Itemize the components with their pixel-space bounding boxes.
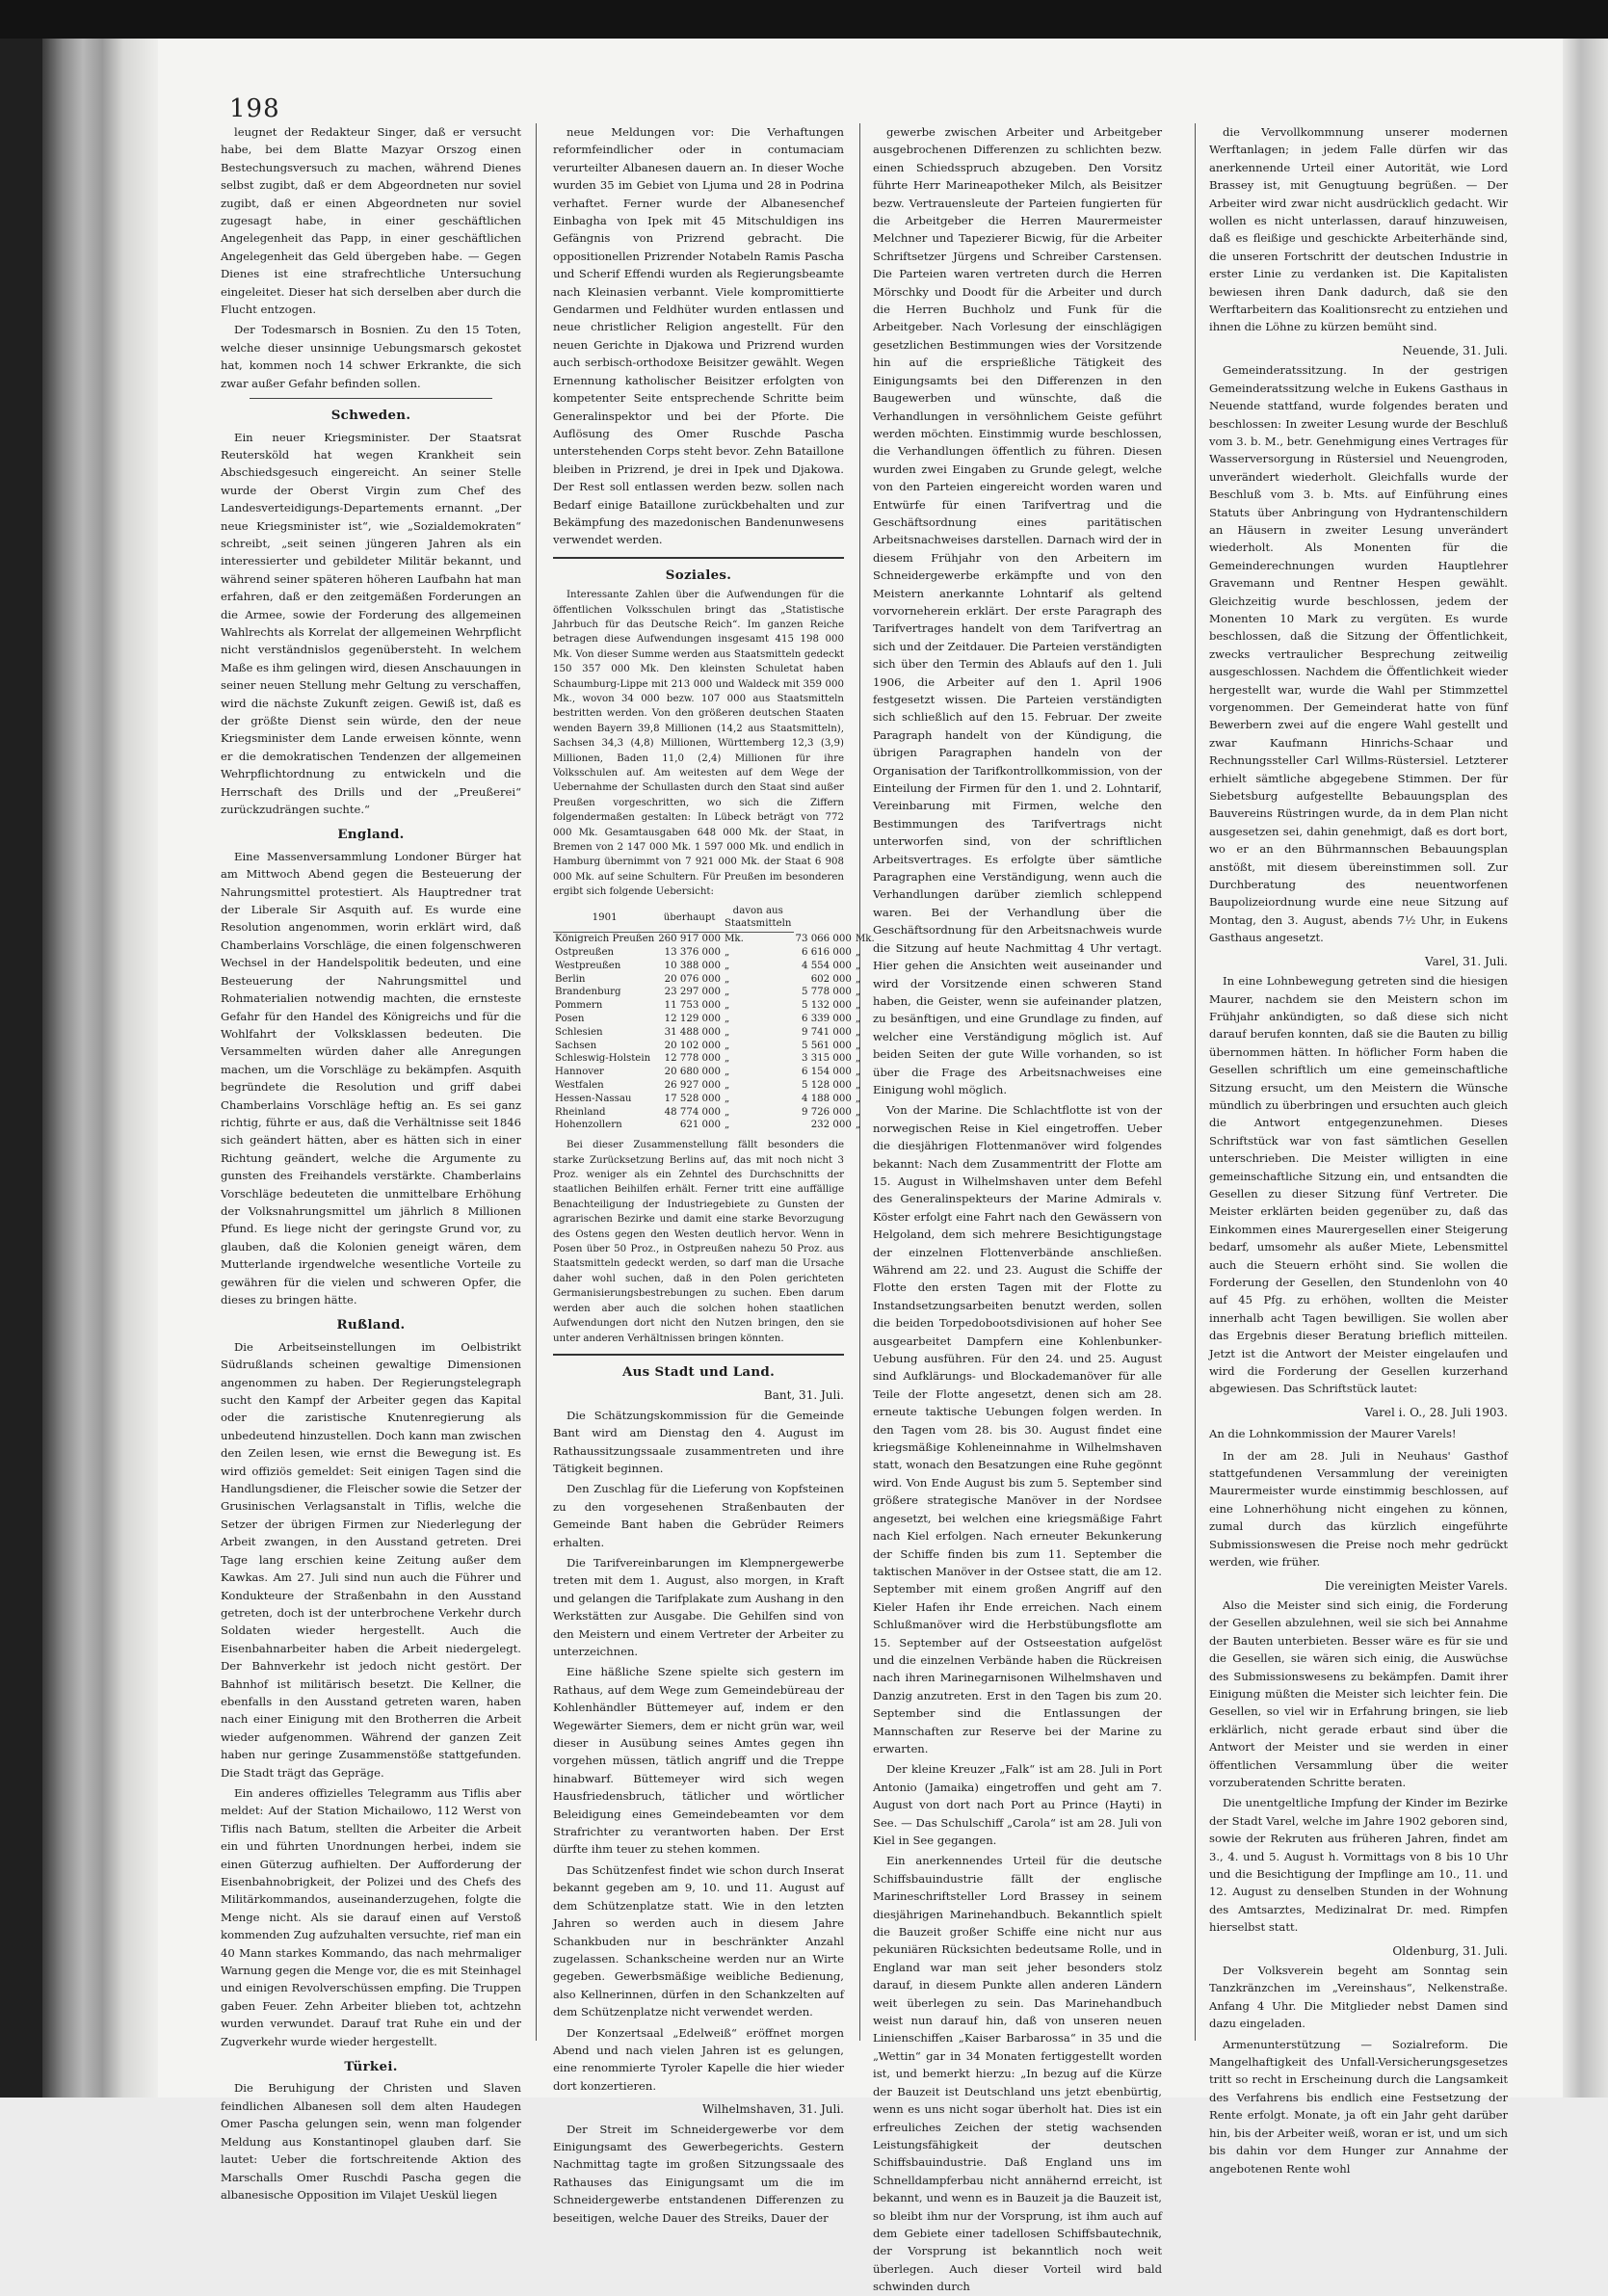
table-row — [553, 1106, 877, 1120]
letter-body: In der am 28. Juli in Neuhaus' Gasthof stattgefundenen Versammlung der vereinigten Maurermeister wurde einstimmig beschlossen, auf eine Lohnerhöhung nicht eingehen zu können, zumal durch das kürzlich eingeführte Submissionswesen die Preise noch mehr gedrückt werden, wie früher. — [1209, 1448, 1508, 1570]
column-rule — [536, 123, 537, 2041]
table-cell-state: 5 561 000 — [801, 1040, 852, 1051]
table-cell-unit: „ — [725, 947, 730, 959]
table-row — [553, 973, 877, 987]
article-paragraph: Interessante Zahlen über die Aufwendungen für die öffentlichen Volksschulen bringt das „Statistische Jahrbuch für das Deutsche Reich“. Im ganzen Reiche betragen diese Aufwendungen insgesamt 415 198 000 Mk. Von dieser Summe werden aus Staatsmitteln gedeckt 150 357 000 Mk. Den kleinsten Schuletat haben Schaumburg-Lippe mit 213 000 und Waldeck mit 359 000 Mk., wovon 34 000 bezw. 107 000 aus Staatsmitteln bestritten werden. Von den größeren deutschen Staaten wenden Bayern 39,8 Millionen (14,2 aus Staatsmitteln), Sachsen 34,3 (4,8) Millionen, Württemberg 12,3 (3,9) Millionen, Baden 11,0 (2,4) Millionen für ihre Volksschulen auf. Am weitesten auf dem Wege der Uebernahme der Schullasten durch den Staat sind außer Preußen vorgeschritten, wo sich die Ziffern folgendermaßen gestalten: In Lübeck beträgt von 772 000 Mk. Gesamtausgaben 648 000 Mk. der Staat, in Bremen von 2 147 000 Mk. 1 597 000 Mk. und endlich in Hamburg übernimmt von 7 921 000 Mk. der Staat 6 908 000 Mk. auf seine Schultern. Für Preußen im besonderen ergibt sich folgende Uebersicht: — [553, 590, 844, 898]
table-cell-unit: „ — [855, 1000, 861, 1012]
column-1 — [221, 123, 521, 2202]
article-paragraph: Das Schützenfest findet wie schon durch Inserat bekannt gegeben am 9, 10. und 11. August auf dem Schützenplatze statt. Wie in den letzten Jahren so werden auch in diesem Jahre Schankbuden nur in beschränkter Anzahl zugelassen. Schankscheine werden nur an Wirte gegeben. Gewerbsmäßige weibliche Bedienung, also Kellnerinnen, dürfen in den Schankzelten auf dem Schützenplatze nicht verwendet werden. — [553, 1862, 844, 2019]
table-cell-state: 232 000 — [810, 1120, 852, 1131]
table-cell-unit: „ — [855, 947, 861, 959]
table-cell-total: 260 917 000 — [658, 934, 721, 945]
section-divider — [553, 557, 844, 559]
table-cell-unit: „ — [725, 987, 730, 998]
table-cell-unit: „ — [855, 1014, 861, 1025]
scanner-top-border — [0, 0, 1608, 39]
section-heading: Soziales. — [665, 567, 732, 583]
table-cell-unit: „ — [855, 1040, 861, 1051]
table-header-state: davon aus Staatsmitteln — [723, 904, 794, 933]
book-spine-shadow — [42, 39, 158, 2098]
table-cell-region: Ostpreußen — [555, 947, 615, 959]
table-row — [553, 1026, 877, 1040]
section-heading: Rußland. — [336, 1317, 406, 1333]
article-paragraph: Der Todesmarsch in Bosnien. Zu den 15 Toten, welche dieser unsinnige Uebungsmarsch gekostet hat, kommen noch 14 schwer Erkrankte, die sich zwar außer Gefahr befinden sollen. — [221, 323, 521, 390]
table-cell-state: 9 741 000 — [801, 1026, 852, 1038]
table-cell-total: 20 680 000 — [664, 1067, 721, 1078]
table-cell-unit: Mk. — [725, 934, 744, 945]
table-cell-unit: „ — [725, 1106, 730, 1118]
table-row — [553, 999, 877, 1013]
article-paragraph: Also die Meister sind sich einig, die Forderung der Gesellen abzulehnen, weil sie sich bei Annahme der Bauten unterbieten. Besser wäre es für sie und die Gesellen, sie wären sich einig, die Auswüchse des Submissionswesens zu bekämpfen. Damit ihrer Einigung müßten die Meister sich leichter fein. Die Gesellen, so viel wir in Erfahrung bringen, sie lieb erklärlich, nicht gerade erbaut sind über die Antwort der Meister und sie werden in einer öffentlichen Versammlung über die weiter vorzuberatenden Schritte beraten. — [1209, 1597, 1508, 1789]
article-paragraph: Eine häßliche Szene spielte sich gestern im Rathaus, auf dem Wege zum Gemeindebüreau der Kohlenhändler Büttemeyer auf, indem er den Wegewärter Siemers, dem er nicht grün war, weil dieser in Ausübung seines Amtes gegen ihn vorgehen müssen, tätlich angriff und die Treppe hinabwarf. Büttemeyer wird sich wegen Hausfriedensbruch, tätlicher und wörtlicher Beleidigung eines Gemeindebeamten vor dem Strafrichter zu verantworten haben. Der Erst dürfte ihm teuer zu stehen kommen. — [553, 1665, 844, 1857]
table-header-row — [553, 904, 877, 933]
table-cell-total: 11 753 000 — [664, 1000, 721, 1012]
table-cell-state: 73 066 000 — [795, 934, 852, 945]
letter-dateline: Varel i. O., 28. Juli 1903. — [1364, 1405, 1508, 1419]
table-header-total: überhaupt — [656, 904, 723, 933]
section-divider — [250, 398, 492, 399]
table-cell-state: 3 315 000 — [801, 1053, 852, 1065]
article-paragraph: Den Zuschlag für die Lieferung von Kopfsteinen zu den vorgesehenen Straßenbauten der Gemeinde Bant haben die Gebrüder Reimers erhalten. — [553, 1482, 844, 1549]
article-paragraph: Gemeinderatssitzung. In der gestrigen Gemeinderatssitzung welche in Eukens Gasthaus in Neuende stattfand, wurde folgendes beraten und beschlossen: In zweiter Lesung wurde der Beschluß vom 3. b. M., betr. Genehmigung eines Vertrages für Wasserversorgung in Rüstersiel und Neuengroden, unverändert wiederholt. Gleichfalls wurde der Beschluß vom 3. b. Mts. auf Einführung eines Statuts über Anbringung von Hydrantenschildern an Häusern in zweiter Lesung unverändert wiederholt. Als Monenten für die Gemeinderechnungen wurden Hauptlehrer Gravemann und Rentner Hespen gewählt. Gleichzeitig wurde beschlossen, jedem der Monenten 10 Mark zu vergüten. Es wurde beschlossen, daß die Sitzung der Öffentlichkeit, zwecks vertraulicher Besprechung zeitweilig ausgeschlossen. Nachdem die Öffentlichkeit wieder hergestellt war, wurde die Wahl per Stimmzettel vorgenommen. Der Gemeinderat hatte von fünf Bewerbern zwei auf die engere Wahl gestellt und zwar Kaufmann Hinrichs-Schaar und Rechnungssteller Carl Willms-Rüstersiel. Letzterer erhielt sämtliche abgegebene Stimmen. Der für Siebetsburg aufgestellte Bebauungsplan des Bauvereins Rüstringen wurde, da in dem Plan nicht ausgesetzen sei, dahin genehmigt, daß es dort bort, wo er an den Bührmannschen Bebauungsplan anstößt, mit diesem übereinstimmen soll. Zur Durchberatung des neuentworfenen Baupolizeiordnung wurde eine neue Sitzung auf Montag, den 3. August, abends 7½ Uhr, in Eukens Gasthaus angesetzt. — [1209, 363, 1508, 945]
table-row — [553, 986, 877, 999]
table-cell-region: Hessen-Nassau — [555, 1093, 632, 1104]
table-cell-unit: „ — [855, 1053, 861, 1065]
article-paragraph: Die unentgeltliche Impfung der Kinder im Bezirke der Stadt Varel, welche im Jahre 1902 geboren sind, sowie der Rekruten aus früheren Jahren, findet am 3., 4. und 5. August h. Vormittags von 8 bis 10 Uhr und die Besichtigung der Impflinge am 10., 11. und 12. August zu denselben Stunden in der Wohnung des Amtsarztes, Medizinalrat Dr. med. Rimpfen hierselbst statt. — [1209, 1796, 1508, 1935]
article-paragraph: Der Konzertsaal „Edelweiß“ eröffnet morgen Abend und nach vielen Jahren ist es gelungen, eine renommierte Tyroler Kapelle die hier wieder dort konzertieren. — [553, 2025, 844, 2093]
table-row — [553, 1093, 877, 1106]
table-row — [553, 1066, 877, 1079]
section-heading: Aus Stadt und Land. — [621, 1363, 776, 1380]
section-heading: Schweden. — [330, 408, 411, 424]
dateline: Varel, 31. Juli. — [1425, 954, 1508, 968]
table-cell-unit: „ — [855, 1067, 861, 1078]
table-cell-unit: „ — [725, 973, 730, 985]
column-rule — [1195, 123, 1196, 2041]
table-cell-region: Hannover — [555, 1067, 604, 1078]
table-cell-unit: „ — [855, 1120, 861, 1131]
article-paragraph: Ein anerkennendes Urteil für die deutsche Schiffsbauindustrie fällt der englische Marineschriftsteller Lord Brassey in seinem diesjährigen Marinehandbuch. Bekanntlich spielt die Bauzeit großer Schiffe eine nicht nur aus pekuniären Rücksichten bedeutsame Rolle, und in England war man seit jeher besonders stolz darauf, in diesem Punkte allen anderen Ländern weit überlegen zu sein. Das Marinehandbuch weist nun darauf hin, daß von unseren neuen Linienschiffen „Kaiser Barbarossa“ in 35 und die „Wettin“ gar in 34 Monaten fertiggestellt worden ist, und bemerkt hierzu: „In bezug auf die Kürze der Bauzeit ist Deutschland uns jetzt ebenbürtig, wenn es uns nicht sogar überholt hat. Dies ist ein erfreuliches Zeichen der stetig wachsenden Leistungsfähigkeit der deutschen Schiffsbauindustrie. Daß England uns im Schnelldampferbau nicht annähernd erreicht, ist bekannt, und wenn es in Bauzeit ja die Bauzeit ist, so bleibt ihm nur der Vorsprung, ist ihm auch auf dem Gebiete einer tadellosen Schiffsbautechnik, der Vorsprung ist bekanntlich noch weit überlegen. Auch dieser Vorteil wird bald schwinden durch — [873, 1854, 1162, 2294]
table-row — [553, 1013, 877, 1026]
table-body — [553, 933, 877, 1132]
table-cell-total: 23 297 000 — [664, 987, 721, 998]
dateline: Neuende, 31. Juli. — [1402, 343, 1508, 357]
section-heading: Türkei. — [344, 2059, 398, 2075]
table-row — [553, 1079, 877, 1093]
table-cell-state: 4 188 000 — [801, 1093, 852, 1104]
article-paragraph: Ein neuer Kriegsminister. Der Staatsrat Reutersköld hat wegen Krankheit sein Abschiedsgesuch eingereicht. An seiner Stelle wurde der Oberst Virgin zum Chef des Landesverteidigungs-Departements ernannt. „Der neue Kriegsminister ist“, wie „Sozialdemokraten“ schreibt, „seit seinen jüngeren Jahren als ein interessierter und gebildeter Militär bekannt, und während seiner späteren höheren Laufbahn hat man erfahren, daß er den zeitgemäßen Forderungen an die Armee, sowie der Forderung des allgemeinen Wahlrechts als Korrelat der allgemeinen Wehrpflicht nicht verständnislos gegenübersteht. In welchem Maße es ihm gelingen wird, diesen Anschauungen in seiner neuen Stellung mehr Geltung zu verschaffen, wird die nächste Zukunft zeigen. Gewiß ist, daß es der größte Dienst sein würde, den der neue Kriegsminister dem Lande erweisen könnte, wenn er die demokratischen Tendenzen der allgemeinen Wehrpflichtordnung zu entwickeln und die Herrschaft des Drills und der „Preußerei“ zurückzudrängen suchte.“ — [221, 430, 521, 817]
table-cell-unit: Mk. — [855, 934, 875, 945]
table-cell-region: Posen — [555, 1014, 585, 1025]
article-paragraph: leugnet der Redakteur Singer, daß er versucht habe, bei dem Blatte Mazyar Orszog einen Bestechungsversuch zu machen, während Dienes selbst zugibt, daß er dem Abgeordneten nur soviel zugibt, daß er einen Abgeordneten nur soviel zugesagt habe, in einer geschäftlichen Angelegenheit das Papp, in einer geschäftlichen Angelegenheit das Geld übergeben habe. — Gegen Dienes ist eine strafrechtliche Untersuchung eingeleitet. Dieser hat sich derselben aber durch die Flucht entzogen. — [221, 125, 521, 317]
table-cell-unit: „ — [725, 1040, 730, 1051]
table-row — [553, 933, 877, 946]
table-cell-total: 20 076 000 — [664, 973, 721, 985]
table-cell-state: 9 726 000 — [801, 1106, 852, 1118]
section-divider — [553, 1354, 844, 1356]
table-cell-state: 5 132 000 — [801, 1000, 852, 1012]
column-3 — [873, 123, 1162, 2294]
table-cell-unit: „ — [855, 960, 861, 971]
table-cell-total: 621 000 — [679, 1120, 721, 1131]
article-paragraph: Ein anderes offizielles Telegramm aus Tiflis aber meldet: Auf der Station Michailowo, 112 Werst von Tiflis nach Batum, stellten die Arbeiter die Arbeit ein und führten Unordnungen herbei, indem sie einen Güterzug aufhielten. Der Aufforderung der Eisenbahnobrigkeit, der Polizei und des Chefs des Militärkommandos, auseinanderzugehen, folgte die Menge nicht. Als sie darauf einen auf Verstoß kommenden Zug aufzuhalten versuchte, rief man ein 40 Mann starkes Kommando, das nach mehrmaliger Warnung gegen die Menge vor, die es mit Steinhagel und einigen Revolverschüssen empfing. Die Truppen gaben Feuer. Zehn Arbeiter blieben tot, achtzehn wurden verwundet. Darauf trat Ruhe ein und der Zugverkehr wurde wieder hergestellt. — [221, 1785, 521, 2048]
table-cell-unit: „ — [855, 1106, 861, 1118]
table-cell-state: 6 154 000 — [801, 1067, 852, 1078]
table-row — [553, 946, 877, 960]
article-paragraph: Bei dieser Zusammenstellung fällt besonders die starke Zurücksetzung Berlins auf, das mit noch nicht 3 Proz. weniger als ein Zehntel des Durchschnitts der staatlichen Beihilfen erhält. Ferner tritt eine auffällige Benachteiligung der Industriegebiete zu Gunsten der agrarischen Bezirke und damit eine starke Bevorzugung des Ostens gegen den Westen deutlich hervor. Wenn in Posen über 50 Proz., in Ostpreußen nahezu 50 Proz. aus Staatsmitteln gedeckt werden, so darf man die Ursache daher wohl suchen, daß in den Polen gerichteten Germanisierungsbestrebungen zu suchen. Eben darum werden aber auch die solchen hohen staatlichen Aufwendungen dort nicht den Nutzen bringen, den sie unter anderen Verhältnissen bringen könnten. — [553, 1140, 844, 1344]
scanner-left-border — [0, 39, 42, 2098]
column-2 — [553, 123, 875, 2225]
article-paragraph: Die Arbeitseinstellungen im Oelbistrikt Südrußlands scheinen gewaltige Dimensionen angenommen zu haben. Der Regierungstelegraph sucht den Kampf der Arbeiter gegen das Kapital oder die zaristische Knutenregierung als unbedeutend hinzustellen. Doch kann man zwischen den Zeilen lesen, wie ernst die Bewegung ist. Es wird offiziös gemeldet: Seit einigen Tagen sind die Handlungsdiener, die Fleischer sowie die Setzer der Grusinischen Verlagsanstalt in Tiflis, welche die Setzer der übrigen Firmen zur Niederlegung der Arbeit zwangen, in den Ausstand getreten. Drei Tage lang erschien keine Zeitung außer dem Kawkas. Am 27. Juli sind nun auch die Führer und Kondukteure der Straßenbahn in den Ausstand getreten, doch ist der unterbrochene Verkehr durch Soldaten wieder hergestellt. Auch die Eisenbahnarbeiter haben die Arbeit niedergelegt. Der Bahnverkehr ist jedoch nicht gestört. Der Bahnhof ist militärisch besetzt. Die Kellner, die ebenfalls in den Ausstand getreten waren, haben nach einer Einigung mit den Brotherren die Arbeit wieder aufgenommen. Während der ganzen Zeit haben nur geringe Zusammenstöße stattgefunden. Die Stadt trägt das Gepräge. — [221, 1339, 521, 1780]
article-paragraph: Armenunterstützung — Sozialreform. Die Mangelhaftigkeit des Unfall-Versicherungsgesetzes tritt so recht in Erscheinung durch die Langsamkeit des Verfahrens bis endlich eine Festsetzung der Rente erfolgt. Monate, ja oft ein Jahr geht darüber hin, bis der Arbeiter weiß, woran er ist, und um sich bis dahin vor dem Hunger zur Annahme der angebotenen Rente wohl — [1209, 2037, 1508, 2176]
table-cell-region: Königreich Preußen — [555, 934, 655, 945]
dateline: Wilhelmshaven, 31. Juli. — [701, 2102, 844, 2117]
table-cell-total: 26 927 000 — [664, 1080, 721, 1092]
table-cell-state: 6 339 000 — [801, 1014, 852, 1025]
section-heading: England. — [337, 827, 405, 843]
article-paragraph: Der kleine Kreuzer „Falk“ ist am 28. Juli in Port Antonio (Jamaika) eingetroffen und geht am 7. August von dort nach Port au Prince (Hayti) in See. — Das Schulschiff „Carola“ ist am 28. Juli von Kiel in See gegangen. — [873, 1762, 1162, 1847]
table-cell-unit: „ — [855, 1026, 861, 1038]
table-cell-total: 12 129 000 — [664, 1014, 721, 1025]
column-4 — [1209, 123, 1508, 2176]
dateline: Bant, 31. Juli. — [763, 1388, 844, 1403]
table-cell-total: 17 528 000 — [664, 1093, 721, 1104]
table-cell-unit: „ — [855, 973, 861, 985]
table-cell-state: 5 778 000 — [801, 987, 852, 998]
table-cell-total: 10 388 000 — [664, 960, 721, 971]
table-cell-unit: „ — [855, 1093, 861, 1104]
article-paragraph: In eine Lohnbewegung getreten sind die hiesigen Maurer, nachdem sie den Meistern schon im Frühjahr ankündigten, so daß diese sich nicht darauf berufen konnten, daß sie die Bauten zu billig übernommen hätten. In höflicher Form haben die Gesellen schriftlich um eine gemeinschaftliche Sitzung ersucht, um den Meistern die Wünsche mündlich zu überbringen und ersuchten auch gleich die Antwort entgegenzunehmen. Dieses Schriftstück war von fast sämtlichen Gesellen unterschrieben. Die Meister willigten in eine gemeinschaftliche Sitzung ein, und entsandten die Gesellen zu dieser Sitzung fünf Vertreter. Die Meister erklärten beiden gegenüber zu, daß das Einkommen eines Maurergesellen einer Steigerung bedarf, umsomehr als außer Miete, Lebensmittel auch die Steuern erhöht sind. Sie wollen die Forderung der Gesellen, den Stundenlohn von 40 auf 45 Pfg. zu erhöhen, wollten die Meister innerhalb acht Tagen bewilligen. Sie wollen aber das Ergebnis dieser Beratung brieflich mitteilen. Jetzt ist die Antwort der Meister eingelaufen und wird die Forderung der Gesellen kurzerhand abgewiesen. Das Schriftstück lautet: — [1209, 974, 1508, 1396]
table-cell-total: 48 774 000 — [664, 1106, 721, 1118]
article-paragraph: Die Tarifvereinbarungen im Klempnergewerbe treten mit dem 1. August, also morgen, in Kraft und gelangen die Tarifplakate zum Aushang in den Werkstätten zur Ausgabe. Die Gehilfen sind von den Meistern und einem Vertreter der Arbeiter zu unterzeichnen. — [553, 1555, 844, 1659]
table-cell-unit: „ — [725, 1014, 730, 1025]
letter-addressee: An die Lohnkommission der Maurer Varels! — [1209, 1427, 1457, 1441]
table-cell-unit: „ — [725, 1000, 730, 1012]
letter-signature: Die vereinigten Meister Varels. — [1325, 1578, 1508, 1593]
dateline: Oldenburg, 31. Juli. — [1392, 1943, 1508, 1958]
table-cell-region: Schlesien — [555, 1026, 603, 1038]
table-cell-state: 4 554 000 — [801, 960, 852, 971]
table-cell-region: Pommern — [555, 1000, 603, 1012]
article-paragraph: gewerbe zwischen Arbeiter und Arbeitgeber ausgebrochenen Differenzen zu schlichten bezw. einen Schiedsspruch abzugeben. Den Vorsitz führte Herr Marineapotheker Milch, als Beisitzer bezw. Vertrauensleute der Parteien fungierten für die Arbeitgeber die Herren Maurermeister Melchner und Tapezierer Bicwig, für die Arbeiter Schriftsetzer Jürgens und Schreiber Carstensen. Die Parteien waren vertreten durch die Herren Mörschky und Doodt für die Arbeiter und durch die Herren Buchholz und Funk für die Arbeitgeber. Nach Vorlesung der einschlägigen gesetzlichen Bestimmungen wies der Vorsitzende hin auf die ersprießliche Tätigkeit des Einigungsamts bei den Differenzen in den Baugewerben und wünschte, daß die Verhandlungen in versöhnlichem Geiste geführt werden möchten. Einstimmig wurde beschlossen, die Verhandlungen öffentlich zu führen. Diesen wurden zwei Eingaben zu Grunde gelegt, welche von den Parteien eingereicht worden waren und Entwürfe für einen Tarifvertrag und die Geschäftsordnung eines paritätischen Arbeitsnachweises darstellen. Darnach wird der in diesem Frühjahr von den Arbeitern im Schneidergewerbe erkämpfte und von den Meistern anerkannte Lohntarif als geltend vorvorneherein erklärt. Der erste Paragraph des Tarifvertrages handelt von dem Tarifvertrag an sich und der Zeitdauer. Die Parteien verständigten sich über den Termin des Ablaufs auf den 1. Juli 1906, die Arbeiter auf den 1. April 1906 festgesetzt wissen. Die Parteien verständigten sich schließlich auf den 15. Februar. Der zweite Paragraph handelt von der Kündigung, die übrigen Paragraphen handeln von der Organisation der Tarifkontrollkommission, von der Einteilung der Firmen für den 1. und 2. Lohntarif, Vereinbarung mit Firmen, welche den Bestimmungen des Tarifvertrags nicht unterworfen sind, von der schriftlichen Arbeitsvertrages. Es erfolgte über sämtliche Paragraphen eine Verständigung, wenn auch die Verhandlungen darüber ziemlich schleppend waren. Bei der Verhandlung über die Geschäftsordnung für den Arbeitsnachweis wurde die Sitzung auf heute Nachmittag 4 Uhr vertagt. Hier gehen die Ansichten weit auseinander und wird der Vorsitzende einen schweren Stand haben, die Geister, wenn sie aufeinander platzen, zu besänftigen, und eine Grundlage zu finden, auf welcher eine Verständigung möglich ist. Auf beiden Seiten der gute Wille vorhanden, so ist über die Frage des Arbeitsnachweises eine Einigung wohl möglich. — [873, 125, 1162, 1096]
table-cell-total: 13 376 000 — [664, 947, 721, 959]
article-paragraph: die Vervollkommnung unserer modernen Werftanlagen; in jedem Falle dürfen wir das anerkennende Urteil einer Autorität, wie Lord Brassey ist, mit Genugtuung begrüßen. — Der Arbeiter wird zwar nicht ausdrücklich gedacht. Wir wollen es nicht unterlassen, darauf hinzuweisen, daß es fleißige und geschickte Arbeiterhände sind, die unseren Fortschritt der deutschen Industrie in erster Linie zu verdanken ist. Die Kapitalisten bewiesen ihren Dank dadurch, daß sie den Werftarbeitern das Koalitionsrecht zu entziehen und ihnen die Löhne zu kürzen bemüht sind. — [1209, 125, 1508, 334]
table-row — [553, 1040, 877, 1053]
table-cell-region: Westpreußen — [555, 960, 621, 971]
table-cell-unit: „ — [725, 1053, 730, 1065]
table-cell-total: 31 488 000 — [664, 1026, 721, 1038]
table-cell-unit: „ — [725, 1093, 730, 1104]
article-paragraph: Die Schätzungskommission für die Gemeinde Bant wird am Dienstag den 4. August im Rathaussitzungssaale zusammentreten und ihre Tätigkeit beginnen. — [553, 1408, 844, 1475]
table-cell-region: Sachsen — [555, 1040, 597, 1051]
table-cell-unit: „ — [725, 960, 730, 971]
article-paragraph: Eine Massenversammlung Londoner Bürger hat am Mittwoch Abend gegen die Besteuerung der Nahrungsmittel protestiert. Als Hauptredner trat der Liberale Sir Asquith auf. Es wurde eine Resolution angenommen, worin erklärt wird, daß Chamberlains Vorschläge, die einen folgenschweren Wechsel in der Handelspolitik bedeuten, und eine Besteuerung der Nahrungsmittel und Rohmaterialien notwendig machten, die ernsteste Gefahr für den Handel des Königreichs und für die Wohlfahrt der Volksklassen bedeuten. Die Versammelten würden daher alle Anregungen machen, um die Vorschläge zu bekämpfen. Asquith begründete die Resolution und griff dabei Chamberlains Vorschläge heftig an. Es sei ganz richtig, führte er aus, daß die Verhältnisse seit 1846 sich geändert hätten, aber es hätten sich in einer Richtung geändert, welche die Argumente zu gunsten des Freihandels verstärkte. Chamberlains Vorschläge bedeuteten die unmittelbare Erhöhung der Volksnahrungsmittel um jährlich 8 Millionen Pfund. Es liege nicht der geringste Grund vor, zu glauben, daß die Kolonien geneigt wären, dem Mutterlande irgendwelche wesentliche Vorteile zu gewähren für die vielen und schweren Opfer, die dieses zu bringen hätte. — [221, 849, 521, 1306]
table-cell-unit: „ — [725, 1120, 730, 1131]
table-cell-unit: „ — [855, 987, 861, 998]
table-row — [553, 960, 877, 973]
table-cell-state: 602 000 — [810, 973, 852, 985]
article-paragraph: neue Meldungen vor: Die Verhaftungen reformfeindlicher oder in contumaciam verurteilter Albanesen dauern an. In dieser Woche wurden 35 im Gebiet von Ljuma und 28 in Podrina verhaftet. Ferner wurde der Albanesenchef Einbagha von Ipek mit 45 Mitschuldigen ins Gefängnis von Prizrend gebracht. Die oppositionellen Prizrender Notabeln Ramis Pascha und Scherif Effendi wurden als Regierungsbeamte nach Kleinasien verbannt. Viele kompromittierte Gendarmen und Feldhüter wurden entlassen und neue christlicher Religion angestellt. Für den neuen Gerichte in Djakowa und Prizrend wurden auch serbisch-orthodoxe Beisitzer gewählt. Wegen Ernennung katholischer Beisitzer erfolgten von kompetenter Seite entsprechende Schritte beim Generalinspektor und bei der Pforte. Die Auflösung des Omer Ruschde Pascha unterstehenden Corps steht bevor. Zehn Bataillone bleiben in Prizrend, je drei in Ipek und Djakowa. Der Rest soll entlassen werden bezw. sollen nach Bedarf einige Bataillone zurückbehalten und zur Bekämpfung des mazedonischen Bandenunwesens verwendet werden. — [553, 125, 844, 547]
page-number: 198 — [229, 94, 280, 123]
table-cell-region: Schleswig-Holstein — [555, 1053, 651, 1065]
table-cell-unit: „ — [855, 1080, 861, 1092]
table-cell-region: Berlin — [555, 973, 586, 985]
table-cell-region: Hohenzollern — [555, 1120, 622, 1131]
table-cell-total: 12 778 000 — [664, 1053, 721, 1065]
table-cell-region: Rheinland — [555, 1106, 606, 1118]
table-cell-region: Brandenburg — [555, 987, 621, 998]
article-paragraph: Die Beruhigung der Christen und Slaven feindlichen Albanesen soll dem alten Haudegen Omer Pascha gelungen sein, wenn man folgender Meldung aus Konstantinopel glauben darf. Sie lautet: Ueber die fortschreitende Aktion des Marschalls Omer Ruschdi Pascha gegen die albanesische Opposition im Vilajet Ueskül liegen — [221, 2081, 521, 2202]
table-row — [553, 1119, 877, 1132]
article-paragraph: Der Volksverein begeht am Sonntag sein Tanzkränzchen im „Vereinshaus“, Nelkenstraße. Anfang 4 Uhr. Die Mitglieder nebst Damen sind dazu eingeladen. — [1209, 1964, 1508, 2031]
table-cell-state: 6 616 000 — [801, 947, 852, 959]
table-cell-unit: „ — [725, 1026, 730, 1038]
table-header-year: 1901 — [553, 904, 656, 933]
table-row — [553, 1052, 877, 1066]
article-paragraph: Der Streit im Schneidergewerbe vor dem Einigungsamt des Gewerbegerichts. Gestern Nachmittag tagte im großen Sitzungssaale des Rathauses das Einigungsamt um die im Schneidergewerbe entstandenen Differenzen zu beseitigen, welche Dauer des Streiks, Dauer der — [553, 2122, 844, 2225]
table-cell-unit: „ — [725, 1067, 730, 1078]
school-expenditure-table — [553, 904, 877, 1133]
article-paragraph: Von der Marine. Die Schlachtflotte ist von der norwegischen Reise in Kiel eingetroffen. Ueber die diesjährigen Flottenmanöver wird folgendes bekannt: Nach dem Zusammentritt der Flotte am 15. August in Wilhelmshaven unter dem Befehl des Generalinspekteurs der Marine Admirals v. Köster erfolgt eine Fahrt nach den Gewässern von Helgoland, dem sich mehrere Besichtigungstage der einzelnen Flottenverbände anschließen. Während am 22. und 23. August die Schiffe der Flotte den ersten Tagen mit der Flotte zu Instandsetzungsarbeiten benutzt werden, sollen die beiden Torpedobootsdivisionen auf hoher See ausgearbeitet Dampfern eine Kohlenbunker-Uebung ausführen. Für den 24. und 25. August sind Aufklärungs- und Blockademanöver für alle Teile der Flotte angesetzt, denen sich am 28. erneute taktische Uebungen folgen werden. In den Tagen vom 28. bis 30. August findet eine kriegsmäßige Kohleneinnahme in Wilhelmshaven statt, wonach den Besatzungen eine Ruhe gegönnt wird. Von Ende August bis zum 5. September sind größere strategische Manöver in der Nordsee angesetzt, bei welchen eine kriegsmäßige Fahrt nach Kiel erfolgen. Nach erneuter Bekunkerung der Schiffe finden bis zum 11. September die taktischen Manöver in der Ostsee statt, die am 12. September mit einem großen Angriff auf den Kieler Hafen ihr Ende erreichen. Nach einem Schlußmanöver wird die Herbstübungsflotte am 15. September auf der Ostseestation aufgelöst und die einzelnen Verbände haben die Rückreisen nach ihren Marinegarnisonen Wilhelmshaven und Danzig anzutreten. Erst in den Tagen bis zum 20. September sind die Entlassungen der Mannschaften zur Reserve bei der Marine zu erwarten. — [873, 1103, 1162, 1755]
table-cell-region: Westfalen — [555, 1080, 604, 1092]
page-right-edge — [1563, 39, 1608, 2098]
table-cell-unit: „ — [725, 1080, 730, 1092]
table-cell-state: 5 128 000 — [801, 1080, 852, 1092]
table-cell-total: 20 102 000 — [664, 1040, 721, 1051]
